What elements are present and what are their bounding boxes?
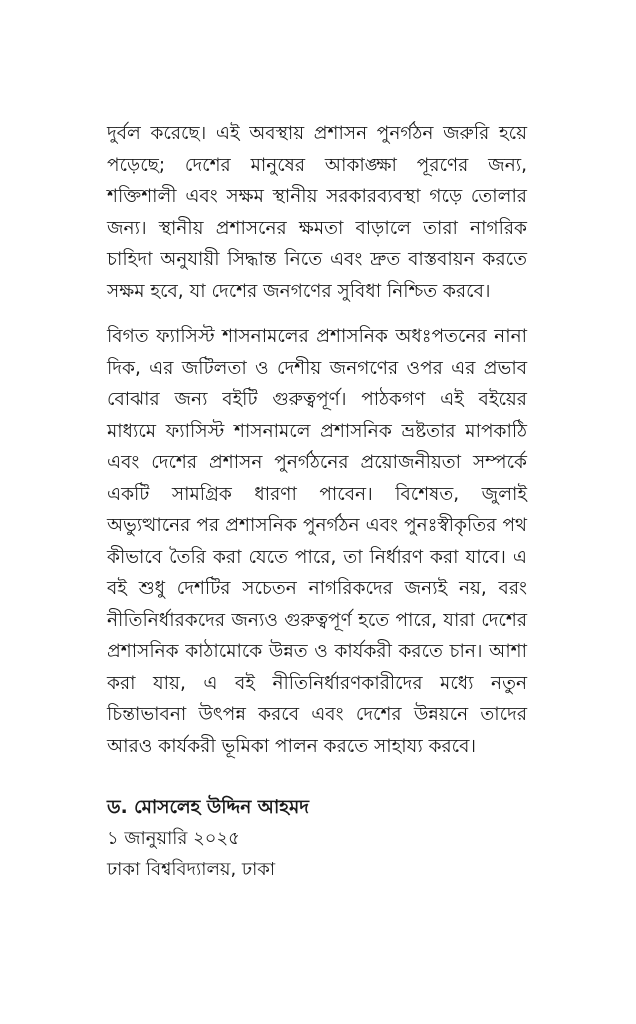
signature-date: ১ জানুয়ারি ২০২৫ (107, 828, 240, 849)
signature-block (107, 792, 527, 885)
body-paragraph-2: বিগত ফ্যাসিস্ট শাসনামলের প্রশাসনিক অধঃপতনের নানা দিক, এর জটিলতা ও দেশীয় জনগণের ওপর এর প্রভাব বোঝার জন্য বইটি গুরুত্বপূর্ণ। পাঠকগণ এই বইয়ের মাধ্যমে ফ্যাসিস্ট শাসনামলে প্রশাসনিক ভ্রষ্টতার মাপকাঠি এবং দেশের প্রশাসন পুনর্গঠনের প্রয়োজনীয়তা সম্পর্কে একটি সামগ্রিক ধারণা পাবেন। বিশেষত, জুলাই অভ্যুত্থানের পর প্রশাসনিক পুনর্গঠন এবং পুনঃস্বীকৃতির পথ কীভাবে তৈরি করা যেতে পারে, তা নির্ধারণ করা যাবে। এ বই শুধু দেশটির সচেতন নাগরিকদের জন্যই নয়, বরং নীতিনির্ধারকদের জন্যও গুরুত্বপূর্ণ হতে পারে, যারা দেশের প্রশাসনিক কাঠামোকে উন্নত ও কার্যকরী করতে চান। আশা করা যায়, এ বই নীতিনির্ধারণকারীদের মধ্যে নতুন চিন্তাভাবনা উৎপন্ন করবে এবং দেশের উন্নয়নে তাদের আরও কার্যকরী ভূমিকা পালন করতে সাহায্য করবে। (107, 326, 527, 757)
document-page (107, 118, 527, 885)
signature-affiliation: ঢাকা বিশ্ববিদ্যালয়, ঢাকা (107, 859, 276, 880)
body-paragraph-1: দুর্বল করেছে। এই অবস্থায় প্রশাসন পুনর্গঠন জরুরি হয়ে পড়েছে; দেশের মানুষের আকাঙ্ক্ষা পূরণের জন্য, শক্তিশালী এবং সক্ষম স্থানীয় সরকারব্যবস্থা গড়ে তোলার জন্য। স্থানীয় প্রশাসনের ক্ষমতা বাড়ালে তারা নাগরিক চাহিদা অনুযায়ী সিদ্ধান্ত নিতে এবং দ্রুত বাস্তবায়ন করতে সক্ষম হবে, যা দেশের জনগণের সুবিধা নিশ্চিত করবে। (107, 123, 527, 302)
author-name: ড. মোসলেহ উদ্দিন আহমদ (107, 797, 309, 818)
